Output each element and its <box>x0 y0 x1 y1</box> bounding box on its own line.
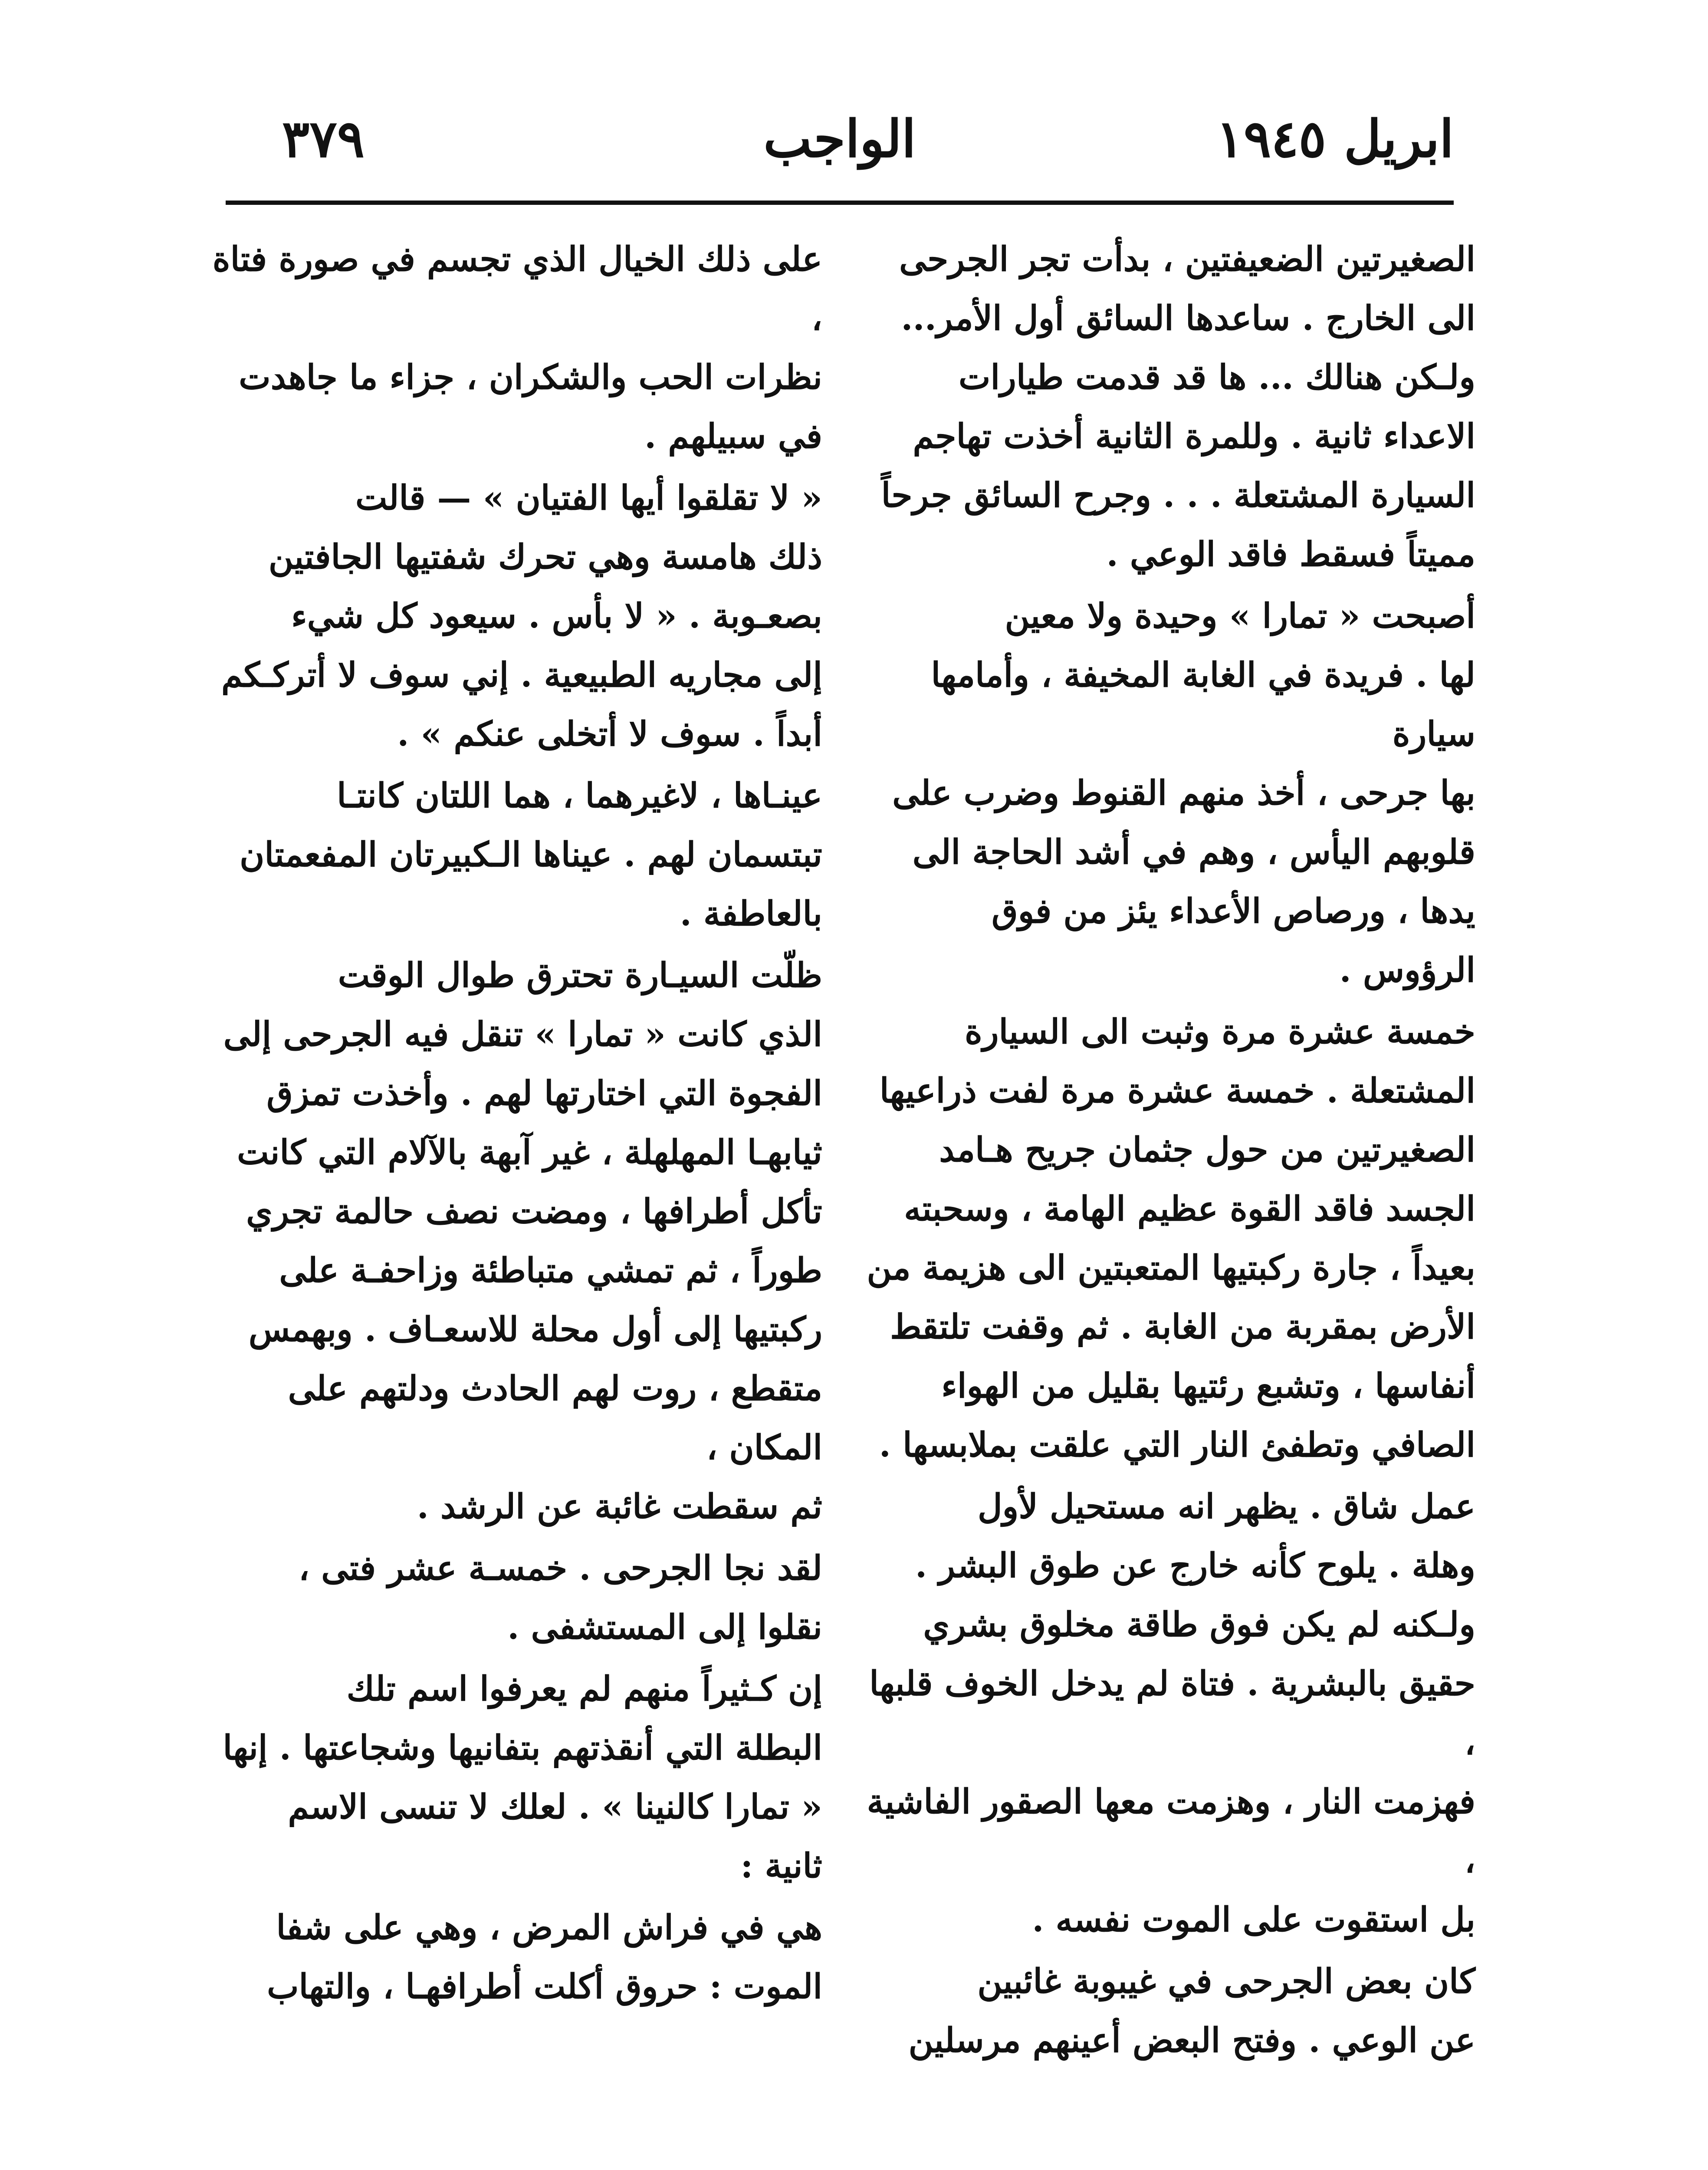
paragraph: لقد نجا الجرحى . خمسـة عشر فتى ، نقلوا إلى المستشفى . <box>298 1549 822 1647</box>
paragraph: على ذلك الخيال الذي تجسم في صورة فتاة ، نظرات الحب والشكران ، جزاء ما جاهدت في سبيلهم . <box>212 240 822 456</box>
header-title: الواجب <box>763 108 916 169</box>
paragraph: خمسة عشرة مرة وثبت الى السيارة المشتعلة . خمسة عشرة مرة لفت ذراعيها الصغيرتين من حول جثمان جريح هـامد الجسد فاقد القوة عظيم الهامة ، وسحبته بعيداً ، جارة ركبتيها المتعبتين الى هزيمة من الأرض بمقربة من الغابة . ثم وقفت تلتقط أنفاسها ، وتشبع رئتيها بقليل من الهواء الصافي وتطفئ النار التي علقت بملابسها . <box>867 1012 1475 1465</box>
paragraph: إن كـثيراً منهم لم يعرفوا اسم تلك البطلة التي أنقذتهم بتفانيها وشجاعتها . إنها « تمارا كالنينا » . لعلك لا تنسى الاسم ثانية : <box>223 1669 822 1886</box>
header-page-number: ٣٧٩ <box>282 108 365 169</box>
paragraph: « لا تقلقوا أيها الفتيان » — قالت ذلك هامسة وهي تحرك شفتيها الجافتين بصعـوبة . « لا بأس . سيعود كل شيء إلى مجاريه الطبيعية . إني سوف لا أتركـكم أبداً . سوف لا أتخلى عنكم » . <box>221 478 822 754</box>
page-header <box>226 108 1454 191</box>
column-left <box>208 230 822 2019</box>
paragraph: عمل شاق . يظهر انه مستحيل لأول وهلة . يلوح كأنه خارج عن طوق البشر . ولـكنه لم يكن فوق طاقة مخلوق بشري حقيق بالبشرية . فتاة لم يدخل الخوف قلبها ، فهزمت النار ، وهزمت معها الصقور الفاشية ، بل استقوت على الموت نفسه . <box>867 1487 1475 1940</box>
paragraph: ظلّت السيـارة تحترق طوال الوقت الذي كانت « تمارا » تنقل فيه الجرحى إلى الفجوة التي اختارتها لهم . وأخذت تمزق ثيابهـا المهلهلة ، غير آبهة بالآلام التي كانت تأكل أطرافها ، ومضت نصف حالمة تجري طوراً ، ثم تمشي متباطئة وزاحفـة على ركبتيها إلى أول محلة للاسعـاف . وبهمس متقطع ، روت لهم الحادث ودلتهم على المكان ، ثم سقطت غائبة عن الرشد . <box>223 956 822 1526</box>
column-right <box>861 230 1475 2073</box>
paragraph: عينـاها ، لاغيرهما ، هما اللتان كانتـا تبتسمان لهم . عيناها الـكبيرتان المفعمتان بالعاطفة . <box>240 776 822 934</box>
paragraph: الصغيرتين الضعيفتين ، بدأت تجر الجرحى الى الخارج . ساعدها السائق أول الأمر... ولـكن هنالك ... ها قد قدمت طيارات الاعداء ثانية . وللمرة الثانية أخذت تهاجم السيارة المشتعلة . . . وجرح السائق جرحاً مميتاً فسقط فاقد الوعي . <box>881 240 1475 574</box>
header-rule <box>226 201 1454 205</box>
paragraph: أصبحت « تمارا » وحيدة ولا معين لها . فريدة في الغابة المخيفة ، وأمامها سيارة بها جرحى ، أخذ منهم القنوط وضرب على قلوبهم اليأس ، وهم في أشد الحاجة الى يدها ، ورصاص الأعداء يئز من فوق الرؤوس . <box>892 596 1475 990</box>
header-date: ابريل ١٩٤٥ <box>1216 108 1454 169</box>
paragraph: كان بعض الجرحى في غيبوبة غائبين عن الوعي . وفتح البعض أعينهم مرسلين <box>908 1962 1475 2060</box>
paragraph: هي في فراش المرض ، وهي على شفا الموت : حروق أكلت أطرافهـا ، والتهاب <box>267 1908 822 2006</box>
